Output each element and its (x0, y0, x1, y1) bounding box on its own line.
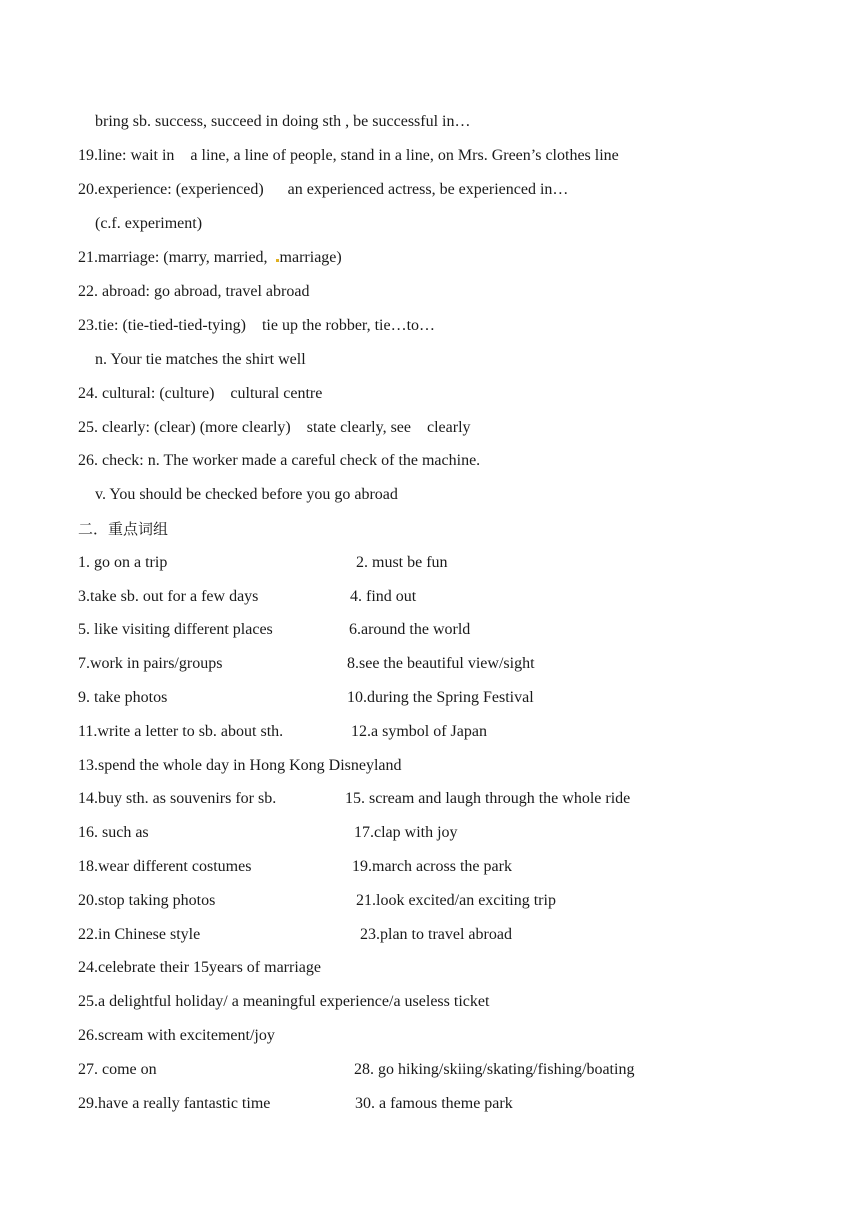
item-25-clearly: 25. clearly: (clear) (more clearly) state clearly, see clearly (78, 419, 471, 436)
text-line: bring sb. success, succeed in doing sth , be successful in… (95, 113, 471, 130)
phrase-item: 9. take photos (78, 689, 168, 706)
text-line: n. Your tie matches the shirt well (95, 351, 306, 368)
phrase-item: 29.have a really fantastic time (78, 1095, 271, 1112)
phrase-item: 16. such as (78, 824, 149, 841)
annotation-mark (276, 259, 279, 262)
text-line: (c.f. experiment) (95, 215, 203, 232)
phrase-item: 10.during the Spring Festival (347, 689, 534, 706)
phrase-item: 20.stop taking photos (78, 892, 216, 909)
phrase-item: 12.a symbol of Japan (351, 723, 487, 740)
phrase-item: 30. a famous theme park (355, 1095, 513, 1112)
item-23-tie: 23.tie: (tie-tied-tied-tying) tie up the robber, tie…to… (78, 317, 436, 334)
phrase-item: 8.see the beautiful view/sight (347, 655, 535, 672)
phrase-item: 25.a delightful holiday/ a meaningful experience/a useless ticket (78, 993, 490, 1010)
phrase-item: 19.march across the park (352, 858, 512, 875)
item-19-line: 19.line: wait in a line, a line of people, stand in a line, on Mrs. Green’s clothes line (78, 147, 619, 164)
item-26-check: 26. check: n. The worker made a careful check of the machine. (78, 452, 481, 469)
phrase-item: 7.work in pairs/groups (78, 655, 223, 672)
phrase-item: 17.clap with joy (354, 824, 458, 841)
phrase-item: 21.look excited/an exciting trip (356, 892, 556, 909)
phrase-item: 26.scream with excitement/joy (78, 1027, 275, 1044)
phrase-item: 15. scream and laugh through the whole ride (345, 790, 631, 807)
phrase-item: 24.celebrate their 15years of marriage (78, 959, 321, 976)
phrase-item: 18.wear different costumes (78, 858, 252, 875)
item-22-abroad: 22. abroad: go abroad, travel abroad (78, 283, 310, 300)
item-24-cultural: 24. cultural: (culture) cultural centre (78, 385, 323, 402)
phrase-item: 14.buy sth. as souvenirs for sb. (78, 790, 277, 807)
phrase-item: 27. come on (78, 1061, 157, 1078)
text-segment: 21.marriage: (marry, married, (78, 249, 276, 266)
phrase-item: 22.in Chinese style (78, 926, 201, 943)
phrase-item: 6.around the world (349, 621, 471, 638)
phrase-item: 5. like visiting different places (78, 621, 273, 638)
phrase-item: 4. find out (350, 588, 417, 605)
phrase-item: 28. go hiking/skiing/skating/fishing/boating (354, 1061, 635, 1078)
phrase-item: 2. must be fun (356, 554, 448, 571)
text-segment: marriage) (279, 249, 342, 266)
item-20-experience: 20.experience: (experienced) an experienced actress, be experienced in… (78, 181, 569, 198)
item-21-marriage (78, 248, 342, 268)
section-heading: 二．重点词组 (78, 520, 169, 538)
phrase-item: 13.spend the whole day in Hong Kong Disneyland (78, 757, 402, 774)
phrase-item: 1. go on a trip (78, 554, 168, 571)
phrase-item: 11.write a letter to sb. about sth. (78, 723, 284, 740)
phrase-item: 3.take sb. out for a few days (78, 588, 259, 605)
text-line: v. You should be checked before you go abroad (95, 486, 398, 503)
phrase-item: 23.plan to travel abroad (360, 926, 512, 943)
